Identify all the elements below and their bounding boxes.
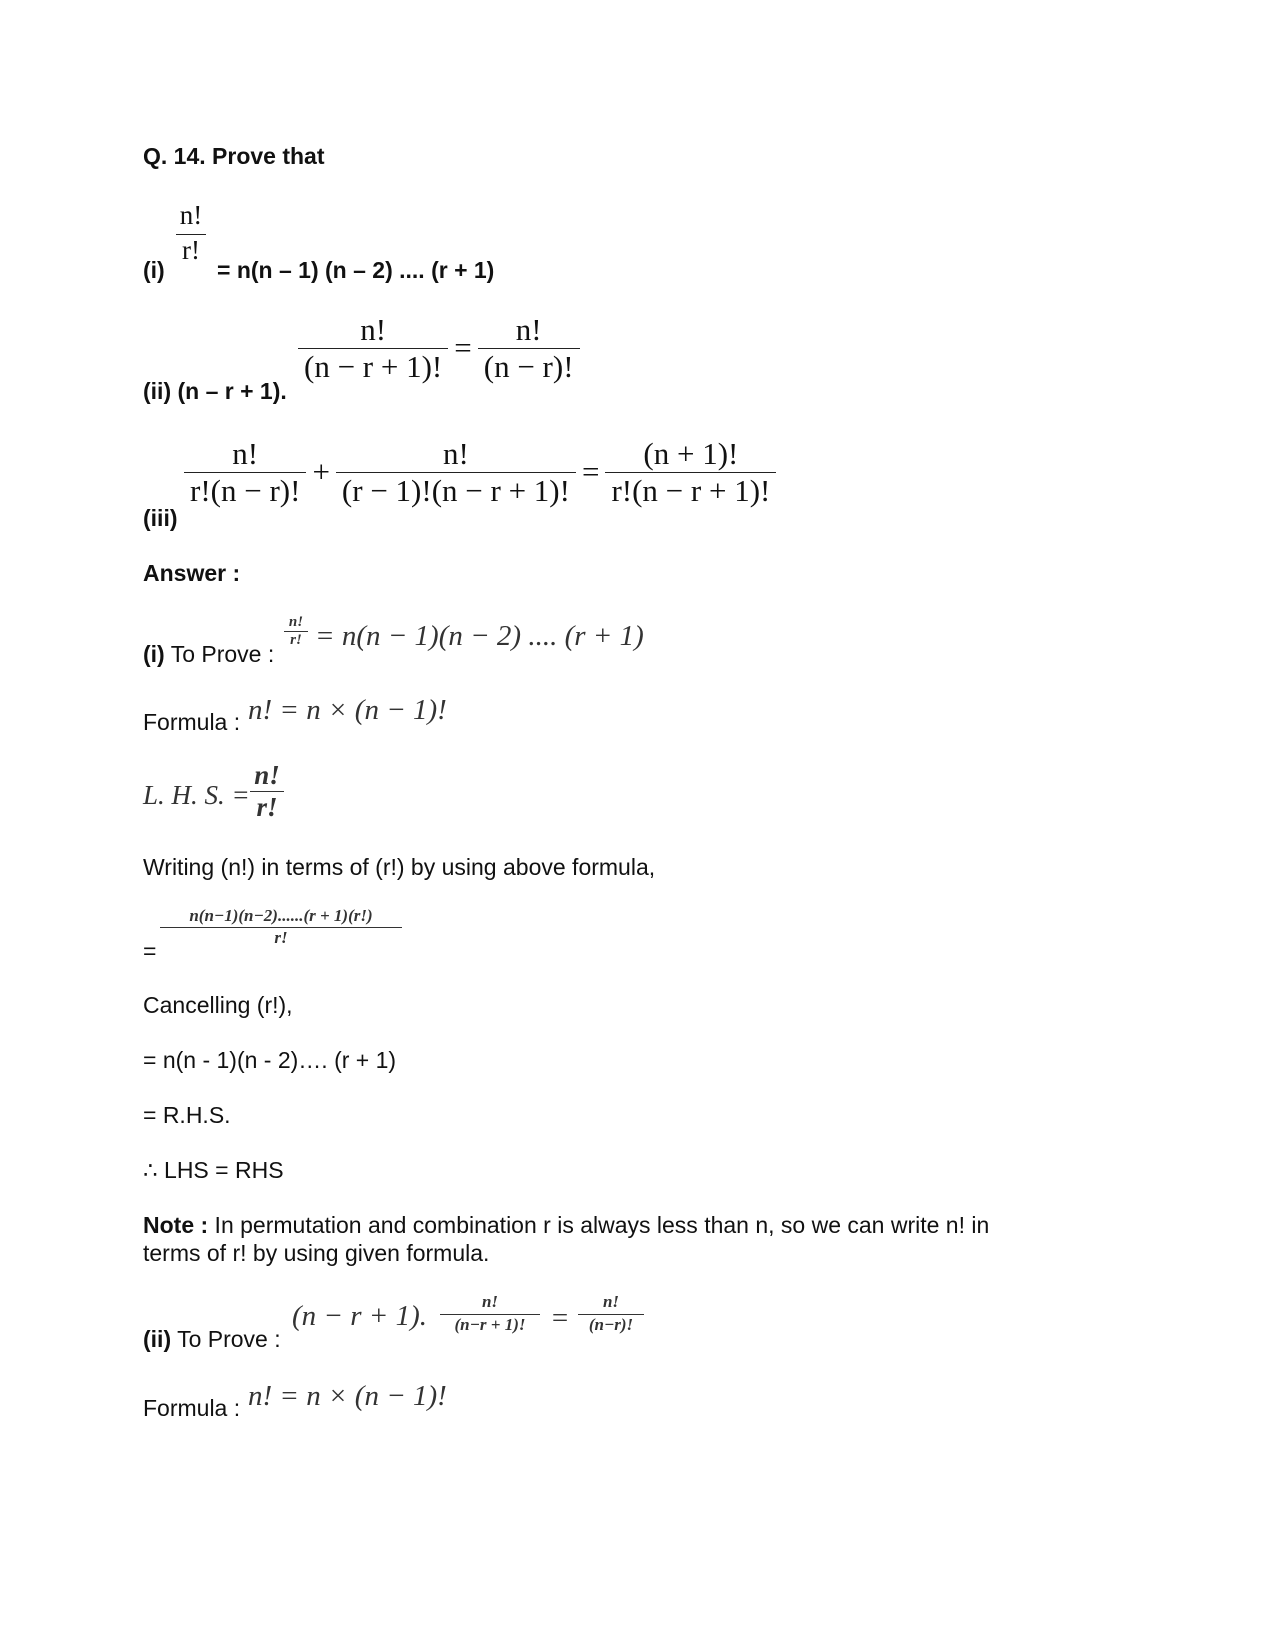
step-equals: =	[143, 938, 157, 964]
answer-part2-to-prove: To Prove :	[171, 1326, 281, 1352]
answer-part2-lhs-numerator: n!	[481, 1292, 499, 1311]
answer-part2-lhs-denominator: (n−r + 1)!	[440, 1314, 540, 1335]
answer-part1-fraction	[284, 614, 308, 649]
lhs-denominator: r!	[250, 791, 284, 823]
q3-term1-denominator: r!(n − r)!	[184, 472, 306, 509]
answer-part2-equals: =	[550, 1302, 570, 1334]
q2-equation	[298, 312, 580, 384]
answer-part2-rhs-fraction	[578, 1292, 644, 1335]
writing-text: Writing (n!) in terms of (r!) by using above formula,	[143, 854, 656, 880]
q3-term1-numerator: n!	[232, 436, 259, 471]
lhs-fraction	[250, 760, 284, 823]
step-fraction	[160, 906, 402, 948]
answer-part1-denominator: r!	[284, 631, 308, 649]
q1-numerator: n!	[179, 200, 203, 230]
q2-lhs-numerator: n!	[360, 312, 387, 347]
answer-part1-line	[143, 641, 274, 668]
step-denominator: r!	[160, 927, 402, 948]
answer-part2-lead: (n − r + 1).	[292, 1300, 427, 1332]
answer-part1-numerator: n!	[288, 614, 304, 630]
q1-rhs: = n(n – 1) (n – 2) .... (r + 1)	[217, 257, 495, 283]
formula2-label: Formula :	[143, 1395, 241, 1421]
answer-part2-rhs-denominator: (n−r)!	[578, 1314, 644, 1335]
q1-denominator: r!	[176, 234, 206, 266]
q3-equals: =	[581, 454, 600, 490]
q3-label: (iii)	[143, 505, 178, 531]
q2-equals: =	[454, 330, 472, 366]
formula1-label: Formula :	[143, 709, 241, 735]
answer-part2-label: (ii)	[143, 1326, 172, 1352]
note-text2: terms of r! by using given formula.	[143, 1240, 490, 1266]
answer-part2-line	[143, 1326, 281, 1353]
step-numerator: n(n−1)(n−2)......(r + 1)(r!)	[189, 906, 373, 925]
therefore-text: ∴ LHS = RHS	[143, 1157, 284, 1183]
q3-term2-numerator: n!	[443, 436, 469, 471]
q2-label: (ii) (n – r + 1).	[143, 378, 287, 404]
answer-part2-lhs-fraction	[440, 1292, 540, 1335]
q3-plus: +	[312, 454, 330, 490]
note-label: Note :	[143, 1212, 209, 1238]
formula1-expression: n! = n × (n − 1)!	[248, 694, 447, 726]
answer-part1-rhs: = n(n − 1)(n − 2) .... (r + 1)	[315, 620, 644, 652]
answer-heading: Answer :	[143, 560, 241, 586]
formula2-expression: n! = n × (n − 1)!	[248, 1380, 447, 1412]
answer-part1-label: (i)	[143, 641, 165, 667]
lhs-numerator: n!	[254, 760, 280, 790]
q3-equation	[184, 436, 776, 508]
result2-text: = R.H.S.	[143, 1102, 231, 1128]
q3-term2-denominator: (r − 1)!(n − r + 1)!	[336, 472, 576, 509]
lhs-label: L. H. S. =	[143, 780, 250, 810]
note-line1	[143, 1212, 989, 1239]
question-title: Q. 14. Prove that	[143, 143, 325, 169]
q3-term3-denominator: r!(n − r + 1)!	[605, 472, 776, 509]
note-text1: In permutation and combination r is always less than n, so we can write n! in	[208, 1212, 990, 1238]
q2-lhs-denominator: (n − r + 1)!	[298, 348, 448, 385]
cancel-text: Cancelling (r!),	[143, 992, 293, 1018]
answer-part2-rhs-numerator: n!	[602, 1292, 620, 1311]
q2-rhs-numerator: n!	[515, 312, 542, 347]
q1-fraction	[176, 200, 206, 266]
q1-label: (i)	[143, 257, 165, 283]
result1-text: = n(n - 1)(n - 2)…. (r + 1)	[143, 1047, 397, 1073]
q3-term3-numerator: (n + 1)!	[643, 436, 739, 471]
q2-rhs-denominator: (n − r)!	[478, 348, 580, 385]
answer-part1-to-prove: To Prove :	[164, 641, 275, 667]
